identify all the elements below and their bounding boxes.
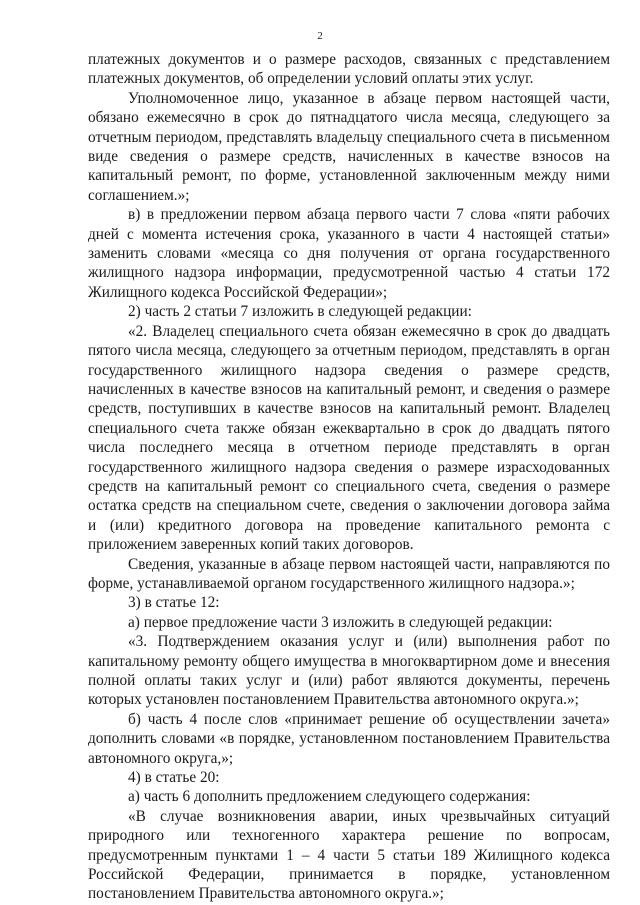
paragraph-item-3a: а) первое предложение части 3 изложить в следующей редакции:	[128, 613, 553, 631]
paragraph-authorized-person: Уполномоченное лицо, указанное в абзаце первом настоящей части, обязано ежемесячно в срок до пятнадцатого числа месяца, следующего за отчетным периодом, представлять владельцу специального счета в письменном виде сведения о размере средств, начисленных в качестве взносов на капитальный ремонт, по форме, установленной заключенным между ними соглашением.»;	[88, 89, 610, 204]
paragraph-item-3b: б) часть 4 после слов «принимает решение об осуществлении зачета» дополнить словами «в порядке, установленном постановлением Правительства автономного округа,»;	[88, 710, 610, 767]
paragraph-item-4: 4) в статье 20:	[128, 769, 220, 787]
page-number: 2	[317, 30, 323, 42]
paragraph-item-4a: а) часть 6 дополнить предложением следующего содержания:	[128, 788, 531, 806]
document-body	[88, 50, 610, 904]
paragraph-item-3: 3) в статье 12:	[128, 594, 220, 612]
paragraph-information-form: Сведения, указанные в абзаце первом настоящей части, направляются по форме, устанавливаемой органом государственного жилищного надзора.»;	[88, 555, 610, 592]
paragraph-continuation: платежных документов и о размере расходов, связанных с представлением платежных документов, об определении условий оплаты этих услуг.	[88, 51, 610, 88]
paragraph-part-3-text: «3. Подтверждением оказания услуг и (или) выполнения работ по капитальному ремонту общего имущества в многоквартирном доме и внесения полной оплаты таких услуг и (или) работ являются документы, перечень которых установлен постановлением Правительства автономного округа.»;	[88, 633, 610, 709]
paragraph-emergency-text: «В случае возникновения аварии, иных чрезвычайных ситуаций природного или техногенного характера решение по вопросам, предусмотренным пунктами 1 – 4 части 5 статьи 189 Жилищного кодекса Российской Федерации, принимается в порядке, установленном постановлением Правительства автономного округа.»;	[88, 807, 610, 903]
paragraph-item-2: 2) часть 2 статьи 7 изложить в следующей редакции:	[128, 303, 472, 321]
paragraph-item-v: в) в предложении первом абзаца первого части 7 слова «пяти рабочих дней с момента истечения срока, указанного в части 4 настоящей статьи» заменить словами «месяца со дня получения от органа государственного жилищного надзора информации, предусмотренной частью 4 статьи 172 Жилищного кодекса Российской Федерации»;	[88, 206, 610, 301]
paragraph-part-2-text: «2. Владелец специального счета обязан ежемесячно в срок до двадцать пятого числа месяца, следующего за отчетным периодом, представлять в орган государственного жилищного надзора сведения о размере средств, начисленных в качестве взносов на капитальный ремонт, и сведения о размере средств, поступивших в качестве взносов на капитальный ремонт. Владелец специального счета также обязан ежеквартально в срок до двадцать пятого числа последнего месяца в отчетном периоде представлять в орган государственного жилищного надзора сведения о размере израсходованных средств на капитальный ремонт со специального счета, сведения о размере остатка средств на специальном счете, сведения о заключении договора займа и (или) кредитного договора на проведение капитального ремонта с приложением заверенных копий таких договоров.	[88, 322, 610, 554]
